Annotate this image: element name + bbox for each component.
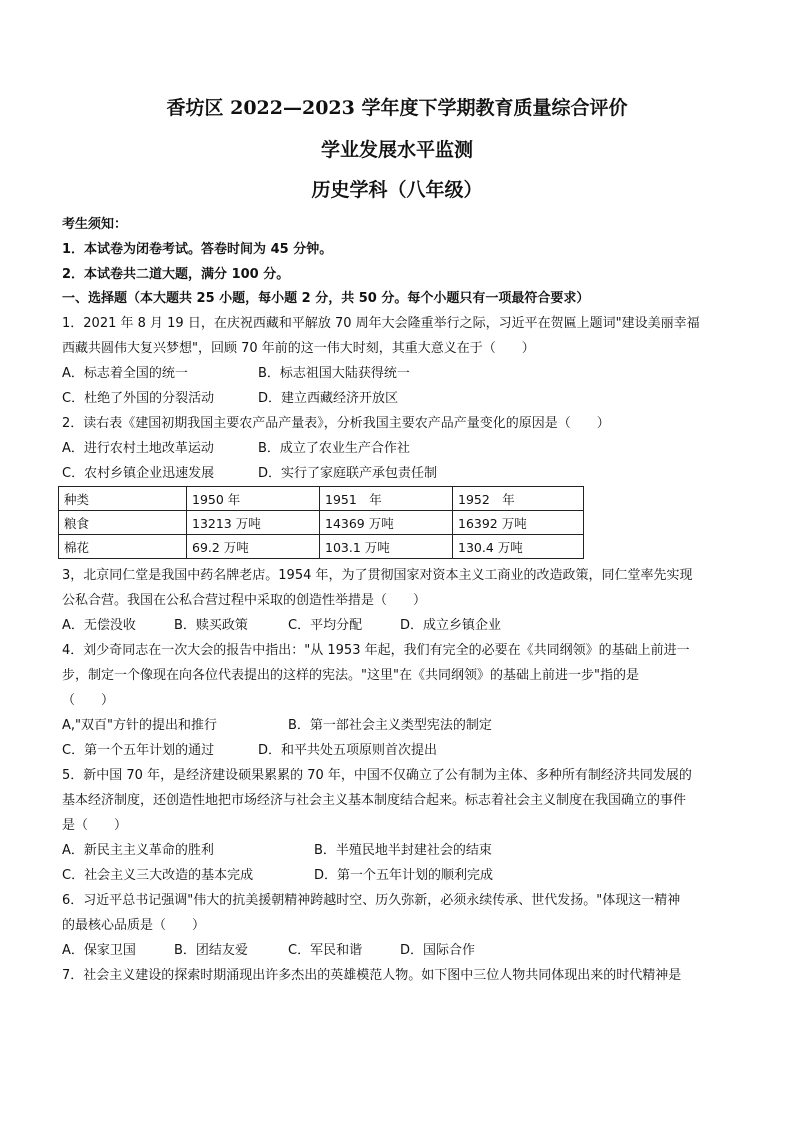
table-header-cell: 1952 年 — [453, 487, 584, 511]
table-header-cell: 1950 年 — [187, 487, 320, 511]
notice-heading: 考生须知： — [62, 217, 128, 232]
q6-option-a: A．保家卫国 — [62, 943, 136, 958]
table-cell: 69.2 万吨 — [187, 535, 320, 559]
q5-stem-line3: 是（ ） — [62, 818, 128, 833]
table-row — [59, 511, 584, 535]
q1-option-b: B．标志祖国大陆获得统一 — [258, 366, 410, 381]
notice-item-1: 1．本试卷为闭卷考试。答卷时间为 45 分钟。 — [62, 242, 333, 257]
q5-option-a: A．新民主主义革命的胜利 — [62, 843, 214, 858]
q3-option-c: C．平均分配 — [288, 618, 363, 633]
q2-option-c: C．农村乡镇企业迅速发展 — [62, 466, 215, 481]
table-header-cell: 种类 — [59, 487, 187, 511]
q5-option-c: C．社会主义三大改造的基本完成 — [62, 868, 254, 883]
q3-option-d: D．成立乡镇企业 — [400, 618, 502, 633]
table-cell: 103.1 万吨 — [320, 535, 453, 559]
table-cell: 棉花 — [59, 535, 187, 559]
table-cell: 16392 万吨 — [453, 511, 584, 535]
q6-stem-line2: 的最核心品质是（ ） — [62, 918, 206, 933]
exam-subtitle: 学业发展水平监测 — [320, 139, 473, 161]
table-cell: 粮食 — [59, 511, 187, 535]
subject-title: 历史学科（八年级） — [311, 179, 483, 201]
q4-option-d: D．和平共处五项原则首次提出 — [258, 743, 438, 758]
q3-stem-line2: 公私合营。我国在公私合营过程中采取的创造性举措是（ ） — [62, 593, 427, 608]
q6-option-d: D．国际合作 — [400, 943, 476, 958]
q7-stem-line1: 7．社会主义建设的探索时期涌现出许多杰出的英雄模范人物。如下图中三位人物共同体现出来的时代精神是 — [62, 968, 682, 983]
q4-stem-line2: 步，制定一个像现在向各位代表提出的这样的宪法。"这里"在《共同纲领》的基础上前进一步"指的是 — [62, 668, 639, 683]
q1-option-c: C．杜绝了外国的分裂活动 — [62, 391, 215, 406]
table-cell: 14369 万吨 — [320, 511, 453, 535]
q6-stem-line1: 6．习近平总书记强调"伟大的抗美援朝精神跨越时空、历久弥新，必须永续传承、世代发扬。"体现这一精神 — [62, 893, 681, 908]
table-row — [59, 535, 584, 559]
q5-stem-line2: 基本经济制度，还创造性地把市场经济与社会主义基本制度结合起来。标志着社会主义制度在我国确立的事件 — [62, 793, 687, 808]
q3-stem-line1: 3，北京同仁堂是我国中药名牌老店。1954 年，为了贯彻国家对资本主义工商业的改造政策，同仁堂率先实现 — [62, 568, 693, 583]
q5-option-d: D．第一个五年计划的顺利完成 — [314, 868, 494, 883]
q1-stem-line2: 西藏共圆伟大复兴梦想"，回顾 70 年前的这一伟大时刻，其重大意义在于（ ） — [62, 341, 535, 356]
notice-item-2: 2．本试卷共二道大题，满分 100 分。 — [62, 267, 290, 282]
section-heading: 一、选择题（本大题共 25 小题，每小题 2 分，共 50 分。每个小题只有一项最符合要求） — [62, 291, 590, 306]
table-header-row — [59, 487, 584, 511]
q6-option-c: C．军民和谐 — [288, 943, 363, 958]
table-cell: 130.4 万吨 — [453, 535, 584, 559]
q2-stem: 2．读右表《建国初期我国主要农产品产量表》，分析我国主要农产品产量变化的原因是（ ） — [62, 416, 610, 431]
q5-option-b: B．半殖民地半封建社会的结束 — [314, 843, 492, 858]
production-table — [58, 486, 584, 559]
table-header-cell: 1951 年 — [320, 487, 453, 511]
q1-option-d: D．建立西藏经济开放区 — [258, 391, 399, 406]
q2-option-b: B．成立了农业生产合作社 — [258, 441, 410, 456]
q3-option-b: B．赎买政策 — [174, 618, 248, 633]
q2-option-d: D．实行了家庭联产承包责任制 — [258, 466, 438, 481]
q4-option-b: B．第一部社会主义类型宪法的制定 — [288, 718, 492, 733]
q4-stem-line1: 4．刘少奇同志在一次大会的报告中指出："从 1953 年起，我们有完全的必要在《共同纲领》的基础上前进一 — [62, 643, 690, 658]
q4-option-c: C．第一个五年计划的通过 — [62, 743, 215, 758]
q6-option-b: B．团结友爱 — [174, 943, 248, 958]
exam-title: 香坊区 2022—2023 学年度下学期教育质量综合评价 — [166, 97, 628, 119]
q4-stem-line3: （ ） — [62, 693, 115, 708]
q1-option-a: A．标志着全国的统一 — [62, 366, 188, 381]
q5-stem-line1: 5．新中国 70 年，是经济建设硕果累累的 70 年，中国不仅确立了公有制为主体、多种所有制经济共同发展的 — [62, 768, 692, 783]
q3-option-a: A．无偿没收 — [62, 618, 136, 633]
q1-stem-line1: 1．2021 年 8 月 19 日，在庆祝西藏和平解放 70 周年大会隆重举行之际，习近平在贺匾上题词"建设美丽幸福 — [62, 316, 700, 331]
q4-option-a: A,"双百"方针的提出和推行 — [62, 718, 217, 733]
table-cell: 13213 万吨 — [187, 511, 320, 535]
q2-option-a: A．进行农村土地改革运动 — [62, 441, 214, 456]
